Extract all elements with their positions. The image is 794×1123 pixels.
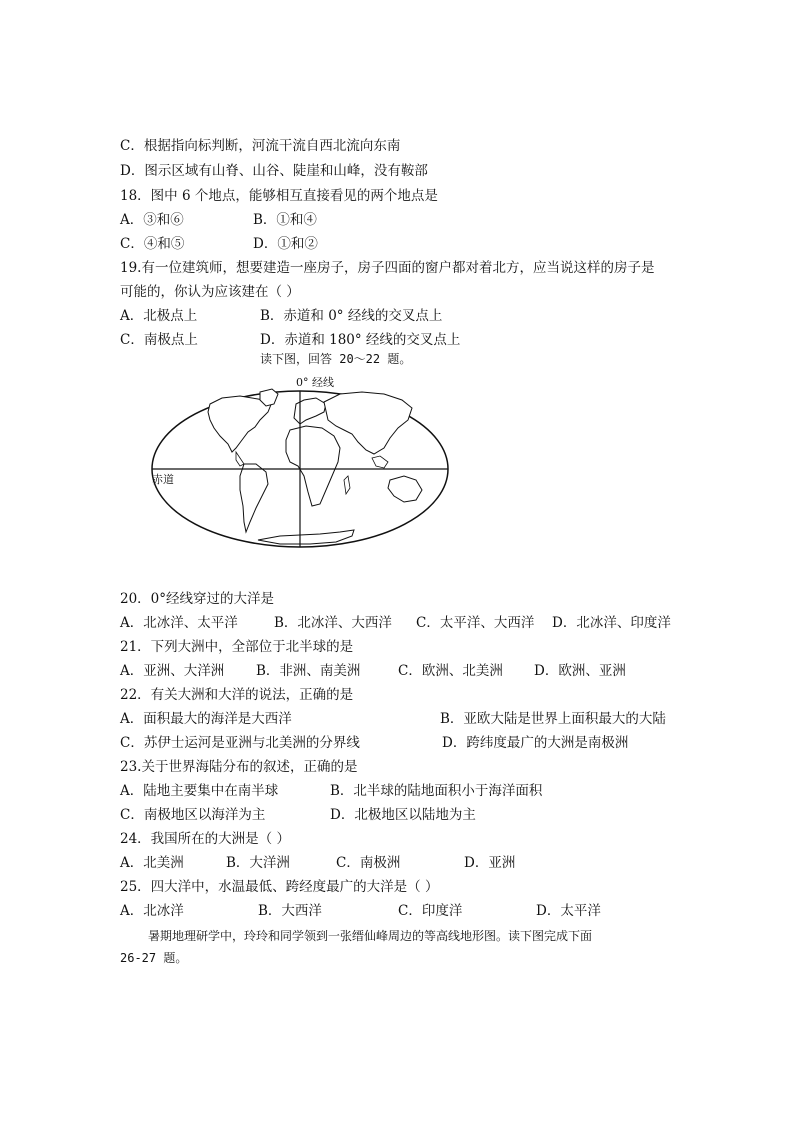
- world-map-icon: [140, 372, 460, 552]
- q25-option-d: D．太平洋: [536, 903, 601, 919]
- q19-option-c: C．南极点上: [120, 332, 198, 348]
- q24-stem: 24．我国所在的大洲是（ ）: [120, 831, 290, 847]
- q19-stem-line1: 19.有一位建筑师，想要建造一座房子，房子四面的窗户都对着北方，应当说这样的房子是: [120, 260, 655, 276]
- q20-option-b: B．北冰洋、大西洋: [274, 615, 392, 631]
- q22-option-a: A．面积最大的海洋是大西洋: [120, 711, 292, 727]
- q25-option-b: B．大西洋: [258, 903, 322, 919]
- q19-option-b: B．赤道和 0° 经线的交叉点上: [260, 308, 443, 324]
- q23-option-c: C．南极地区以海洋为主: [120, 807, 266, 823]
- q20-option-c: C．太平洋、大西洋: [416, 615, 535, 631]
- q21-option-b: B．非洲、南美洲: [256, 663, 361, 679]
- q21-stem: 21．下列大洲中，全部位于北半球的是: [120, 639, 354, 655]
- q26-intro-line1: 暑期地理研学中，玲玲和同学领到一张缙仙峰周边的等高线地形图。读下图完成下面: [148, 929, 593, 943]
- q21-option-a: A．亚洲、大洋洲: [120, 663, 225, 679]
- q20-stem: 20．0°经线穿过的大洋是: [120, 591, 275, 607]
- q19-stem-line2: 可能的，你认为应该建在（ ）: [120, 284, 300, 300]
- q18-option-d: D．①和②: [253, 236, 318, 252]
- q24-option-b: B．大洋洲: [226, 855, 290, 871]
- q24-option-d: D．亚洲: [464, 855, 516, 871]
- q22-option-b: B．亚欧大陆是世界上面积最大的大陆: [440, 711, 666, 727]
- q19-option-d: D．赤道和 180° 经线的交叉点上: [260, 332, 461, 348]
- q22-option-d: D．跨纬度最广的大洲是南极洲: [442, 735, 629, 751]
- q25-option-c: C．印度洋: [398, 903, 463, 919]
- q21-option-c: C．欧洲、北美洲: [398, 663, 503, 679]
- q18-option-b: B．①和④: [253, 212, 317, 228]
- q20-option-d: D．北冰洋、印度洋: [552, 615, 671, 631]
- q23-option-a: A．陆地主要集中在南半球: [120, 783, 279, 799]
- world-map-figure: [140, 372, 460, 552]
- q22-option-c: C．苏伊士运河是亚洲与北美洲的分界线: [120, 735, 360, 751]
- q25-stem: 25．四大洋中，水温最低、跨经度最广的大洋是（ ）: [120, 879, 439, 895]
- q20-option-a: A．北冰洋、太平洋: [120, 615, 238, 631]
- map-intro: 读下图，回答 20～22 题。: [260, 352, 412, 366]
- equator-label: 赤道: [152, 473, 174, 486]
- q18-option-c: C．④和⑤: [120, 236, 185, 252]
- q26-intro-line2: 26-27 题。: [120, 951, 188, 965]
- q17-option-c: C．根据指向标判断，河流干流自西北流向东南: [120, 138, 401, 154]
- q22-stem: 22．有关大洲和大洋的说法，正确的是: [120, 687, 354, 703]
- q24-option-c: C．南极洲: [336, 855, 401, 871]
- q25-option-a: A．北冰洋: [120, 903, 184, 919]
- q18-option-a: A．③和⑥: [120, 212, 184, 228]
- q24-option-a: A．北美洲: [120, 855, 184, 871]
- q17-option-d: D．图示区域有山脊、山谷、陡崖和山峰，没有鞍部: [120, 163, 428, 179]
- q23-option-d: D．北极地区以陆地为主: [330, 807, 476, 823]
- q19-option-a: A．北极点上: [120, 308, 198, 324]
- q21-option-d: D．欧洲、亚洲: [534, 663, 626, 679]
- q23-stem: 23.关于世界海陆分布的叙述，正确的是: [120, 759, 358, 775]
- meridian-label: 0° 经线: [296, 376, 334, 389]
- q18-stem: 18．图中 6 个地点，能够相互直接看见的两个地点是: [120, 188, 438, 204]
- q23-option-b: B．北半球的陆地面积小于海洋面积: [330, 783, 543, 799]
